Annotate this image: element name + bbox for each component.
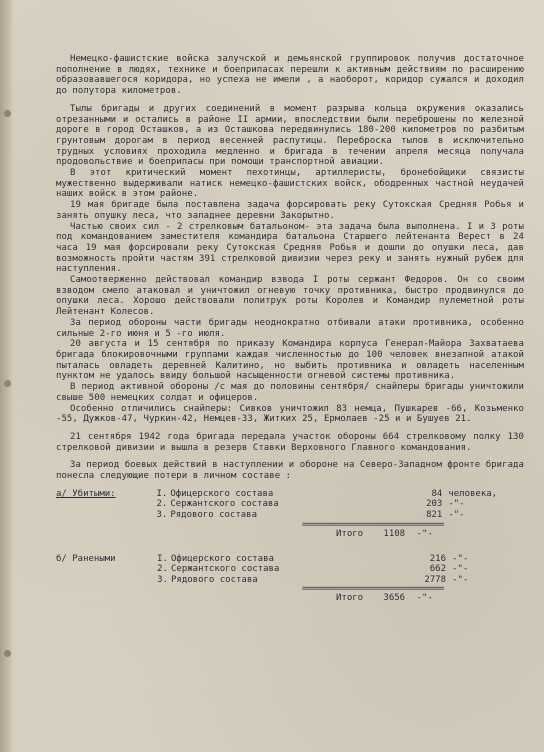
row-value: 84 xyxy=(431,488,443,499)
table-row xyxy=(56,554,524,565)
total-unit: -"- xyxy=(416,528,433,539)
paragraph: В период активной обороны /с мая до половины сентября/ снайперы бригады уничтожили свыше 500 немецких солдат и офицеров. xyxy=(56,382,530,403)
row-unit: -"- xyxy=(448,509,465,520)
row-name: Сержантского состава xyxy=(170,499,279,510)
paragraph: За период боевых действий в наступлении и обороне на Северо-Западном фронте бригада понесла следующие потери в личном составе : xyxy=(56,460,530,482)
losses-killed-table xyxy=(56,489,524,521)
table-row xyxy=(56,510,524,521)
row-name: Офицерского состава xyxy=(170,553,274,564)
row-unit: -"- xyxy=(448,499,465,510)
row-value: 2778 xyxy=(424,574,447,585)
row-number: 3. xyxy=(157,574,168,585)
total-label: Итого xyxy=(336,593,364,604)
table-row xyxy=(56,564,524,575)
paragraph: За период обороны части бригады неоднократно отбивали атаки противника, особенно сильные 2-го июня и 5 -го июля. xyxy=(56,317,530,339)
paragraph: Частью своих сил - 2 стрелковым батальоном- эта задача была выполнена. I и 3 роты под командованием заместителя командира батальона Старшего лейтенанта Верест в 24 часа 19 мая форсировали реку Сутокская Средняя Робья и дошли до опушки леса, дав возможность пройти частям 391 стрелковой дивизии через реку и занять нужный рубеж для наступления. xyxy=(56,221,530,275)
punch-hole xyxy=(4,650,11,657)
paragraph: Немецко-фашистские войска залучской и демьянской группировок получив достаточное пополнение в людях, технике и боеприпасах перешли к активным действиям по расширению образовавшегося коридора, но успеха не имели , а наоборот, коридор сужался и доходил до полутора километров. xyxy=(56,54,530,97)
row-number: I. xyxy=(157,553,168,564)
paragraph: 19 мая бригаде была поставлена задача форсировать реку Сутокская Средняя Робья и занять опушку леса, что западнее деревни Закорытно. xyxy=(56,200,530,221)
paragraph: Особенно отличились снайперы: Сивков уничтожил 83 немца, Пушкарев -66, Козьменко -55, Дужков-47, Чуркин-42, Немцев-33, Житких 25, Ермолаев -25 и и Бушуев 21. xyxy=(56,403,530,425)
total-separator: ================================ xyxy=(302,584,444,595)
paragraph: 21 сентября 1942 года бригада передала участок обороны 664 стрелковому полку 130 стрелковой дивизии и вышла в резерв Ставки Верховного Главного командования. xyxy=(56,431,530,453)
row-unit: -"- xyxy=(452,574,469,585)
table-row xyxy=(56,489,524,500)
table-row xyxy=(56,499,524,510)
row-value: 821 xyxy=(426,509,443,520)
total-separator: ================================ xyxy=(302,519,444,530)
total-value: 3656 xyxy=(383,593,406,604)
paragraph: Самоотверженно действовал командир взвода I роты сержант Федоров. Он со своим взводом смело атаковал и уничтожил огневую точку противника, быстро продвинулся до опушки леса. Хорошо действовали политрук роты Королев и Командир пулеметной роты Лейтенант Колесов. xyxy=(56,275,530,318)
row-name: Рядового состава xyxy=(170,509,258,520)
row-number: I. xyxy=(156,488,168,499)
total-unit: -"- xyxy=(416,593,433,604)
row-unit: -"- xyxy=(452,564,469,575)
losses-wounded-table xyxy=(56,554,524,586)
paragraph: Тылы бригады и других соединений в момент разрыва кольца окружения оказались отрезанными и остались в районе II армии, впоследствии были переброшены по железной дороге в город Осташков, а из Осташкова передвинулись 180-200 километров по разбитым грунтовым дорогам в период весенней распутицы. Переброска тылов в исключительно трудных условиях проходила медленно и бригада в течении апреля месяца получала продовольствие и боеприпасы при помощи транспортной авиации. xyxy=(56,103,530,168)
row-value: 203 xyxy=(426,499,443,510)
total-label: Итого xyxy=(336,528,364,539)
punch-hole xyxy=(4,380,11,387)
row-name: Сержантского состава xyxy=(170,564,280,575)
punch-hole xyxy=(4,110,11,117)
row-name: Рядового состава xyxy=(170,574,258,585)
total-row xyxy=(336,529,524,540)
binding-edge xyxy=(0,0,14,752)
paragraph: 20 августа и 15 сентября по приказу Командира корпуса Генерал-Майора Захватаева бригада блокировочными группами каждая численностью до 100 человек внезапной атакой пыталась овладеть деревней Калитино, но выбить противника и овладеть населенным пунктом не удалось ввиду большой насыщенности огневой системы противника. xyxy=(56,339,530,382)
row-number: 2. xyxy=(157,564,168,575)
row-value: 662 xyxy=(429,564,447,575)
row-unit: -"- xyxy=(452,553,469,564)
losses-category-label: б/ Ранеными xyxy=(56,553,116,564)
paragraph: В этот критический момент пехотинцы, артиллеристы, бронебойщики связисты мужественно выдерживали натиск немецко-фашистских войск, ободренных частной неудачей наших войск в этом районе. xyxy=(56,168,530,200)
losses-category-label: а/ Убитыми: xyxy=(56,488,116,499)
total-value: 1108 xyxy=(383,528,406,539)
row-unit: человека, xyxy=(448,488,498,499)
row-number: 2. xyxy=(156,499,168,510)
row-value: 216 xyxy=(429,553,447,564)
row-number: 3. xyxy=(156,509,168,520)
table-row xyxy=(56,575,524,586)
row-name: Офицерского состава xyxy=(170,488,274,499)
total-row xyxy=(336,593,524,604)
